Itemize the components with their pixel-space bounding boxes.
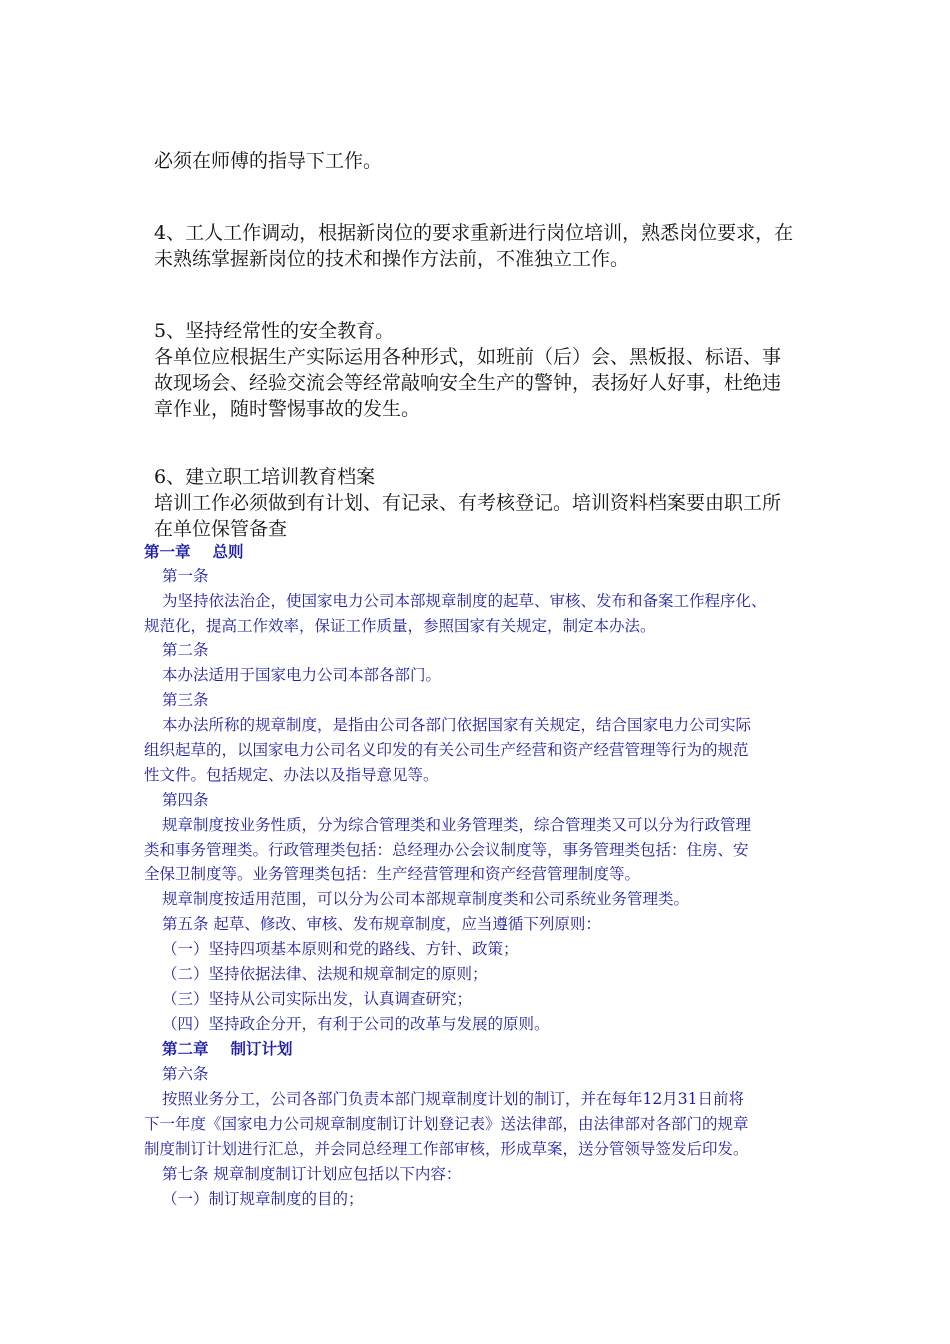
paragraph-apprentice	[154, 148, 382, 174]
chapter-number: 第一章	[144, 542, 191, 561]
section-heading: 5、坚持经常性的安全教育。	[154, 320, 395, 342]
list-item: （二）坚持依据法律、法规和规章制定的原则；	[162, 965, 488, 983]
paragraph-training-archive	[154, 464, 781, 542]
article-text: 按照业务分工，公司各部门负责本部门规章制度计划的制订，并在每年12月31日前将	[162, 1090, 744, 1108]
article-label: 第三条	[162, 691, 209, 709]
article-text: 第七条 规章制度制订计划应包括以下内容：	[162, 1165, 462, 1183]
article-label: 第二条	[162, 641, 209, 659]
article-label: 第六条	[162, 1065, 209, 1083]
chapter1-heading	[144, 540, 244, 564]
chapter-title: 总则	[212, 542, 244, 561]
article-text: 规范化，提高工作效率，保证工作质量，参照国家有关规定，制定本办法。	[144, 617, 656, 635]
text-line: 在单位保管备查	[154, 518, 288, 540]
article-label: 第一条	[162, 567, 209, 585]
list-item: （三）坚持从公司实际出发，认真调查研究；	[162, 990, 473, 1008]
article-text: 规章制度按适用范围，可以分为公司本部规章制度类和公司系统业务管理类。	[162, 890, 690, 908]
article-text: 第五条 起草、修改、审核、发布规章制度，应当遵循下列原则：	[162, 915, 601, 933]
text-line: 未熟练掌握新岗位的技术和操作方法前，不准独立工作。	[154, 248, 630, 270]
text-line: 必须在师傅的指导下工作。	[154, 150, 383, 172]
paragraph-job-transfer	[154, 220, 793, 272]
article-text: 性文件。包括规定、办法以及指导意见等。	[144, 766, 439, 784]
article-label: 第四条	[162, 791, 209, 809]
text-line: 故现场会、经验交流会等经常敲响安全生产的警钟，表扬好人好事，杜绝违	[154, 372, 782, 394]
article-text: 全保卫制度等。业务管理类包括：生产经营管理和资产经营管理制度等。	[144, 865, 641, 883]
article-text: 下一年度《国家电力公司规章制度制订计划登记表》送法律部，由法律部对各部门的规章	[144, 1115, 749, 1133]
text-line: 培训工作必须做到有计划、有记录、有考核登记。培训资料档案要由职工所	[154, 492, 782, 514]
chapter-number: 第二章	[162, 1039, 209, 1058]
section-heading: 6、建立职工培训教育档案	[154, 466, 376, 488]
text-line: 4、工人工作调动，根据新岗位的要求重新进行岗位培训，熟悉岗位要求，在	[154, 222, 794, 244]
article-text: 本办法所称的规章制度，是指由公司各部门依据国家有关规定，结合国家电力公司实际	[162, 716, 752, 734]
list-item: （一）坚持四项基本原则和党的路线、方针、政策；	[162, 940, 519, 958]
chapter-title: 制订计划	[230, 1039, 293, 1058]
chapter2-heading	[162, 1037, 293, 1061]
text-line: 章作业，随时警惕事故的发生。	[154, 398, 421, 420]
paragraph-safety-education	[154, 318, 781, 422]
list-item: （一）制订规章制度的目的；	[162, 1190, 364, 1208]
text-line: 各单位应根据生产实际运用各种形式，如班前（后）会、黑板报、标语、事	[154, 346, 782, 368]
article-text: 制度制订计划进行汇总，并会同总经理工作部审核，形成草案，送分管领导签发后印发。	[144, 1140, 749, 1158]
list-item: （四）坚持政企分开，有利于公司的改革与发展的原则。	[162, 1015, 550, 1033]
article-text: 组织起草的，以国家电力公司名义印发的有关公司生产经营和资产经营管理等行为的规范	[144, 741, 749, 759]
article-text: 为坚持依法治企，使国家电力公司本部规章制度的起草、审核、发布和备案工作程序化、	[162, 592, 767, 610]
article-text: 规章制度按业务性质，分为综合管理类和业务管理类，综合管理类又可以分为行政管理	[162, 816, 752, 834]
article-text: 类和事务管理类。行政管理类包括：总经理办公会议制度等，事务管理类包括：住房、安	[144, 841, 749, 859]
article-text: 本办法适用于国家电力公司本部各部门。	[162, 666, 442, 684]
